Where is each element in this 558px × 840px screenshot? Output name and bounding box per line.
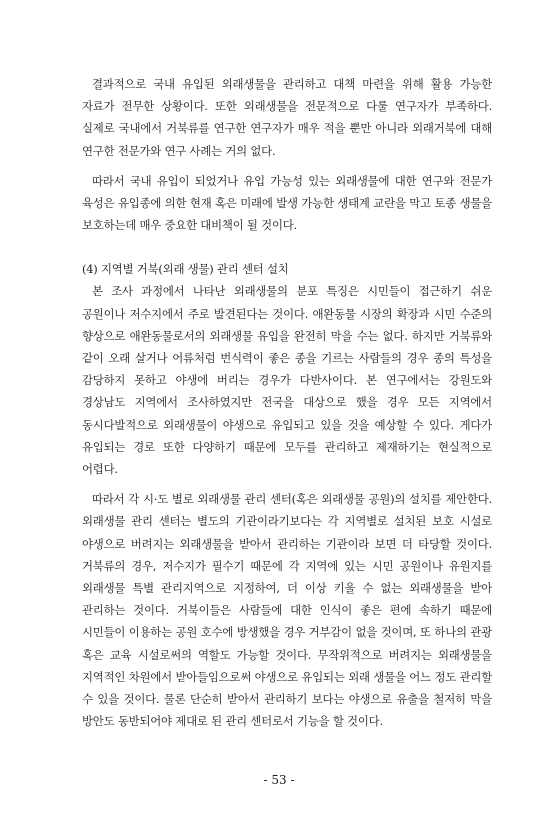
paragraph-center-proposal: 따라서 각 시·도 별로 외래생물 관리 센터(혹은 외래생물 공원)의 설치를 제안한다. 외래생물 관리 센터는 별도의 기관이라기보다는 각 지역별로 설치된 보호 시설로 야생으로 버려지는 외래생물을 받아서 관리하는 기관이라 보면 더 타당할 것이다. 거북류의 경우, 저수지가 필수기 때문에 각 지역에 있는 시민 공원이나 유원지를 외래생물 특별 관리지역으로 지정하여, 더 이상 키울 수 없는 외래생물을 받아 관리하는 것이다. 거북이들은 사람들에 대한 인식이 좋은 편에 속하기 때문에 시민들이 이용하는 공원 호수에 방생했을 경우 거부감이 없을 것이며, 또 하나의 관광 혹은 교육 시설로써의 역할도 가능할 것이다. 무작위적으로 버려지는 외래생물을 지역적인 차원에서 받아들임으로써 야생으로 유입되는 외래 생물을 어느 정도 관리할 수 있을 것이다. 물론 단순히 받아서 관리하기 보다는 야생으로 유출을 철저히 막을 방안도 동반되어야 제대로 된 관리 센터로서 기능을 할 것이다.	[82, 492, 492, 729]
section-heading: (4) 지역별 거북(외래 생물) 관리 센터 설치	[82, 262, 289, 277]
page-body	[82, 73, 492, 732]
page-number: - 53 -	[263, 773, 295, 787]
paragraph-distribution-findings: 본 조사 과정에서 나타난 외래생물의 분포 특징은 시민들이 접근하기 쉬운 공원이나 저수지에서 주로 발견된다는 것이다. 애완동물 시장의 확장과 시민 수준의 향상으로 애완동물로서의 외래생물 유입을 완전히 막을 수는 없다. 하지만 거북류와 같이 오래 살거나 어류처럼 번식력이 좋은 종을 기르는 사람들의 경우 종의 특성을 감당하지 못하고 야생에 버리는 경우가 다반사이다. 본 연구에서는 강원도와 경상남도 지역에서 조사하였지만 전국을 대상으로 했을 경우 모든 지역에서 동시다발적으로 외래생물이 야생으로 유입되고 있을 것을 예상할 수 있다. 게다가 유입되는 경로 또한 다양하기 때문에 모두를 관리하고 제재하기는 현실적으로 어렵다.	[82, 284, 492, 477]
paragraph-research-gap: 결과적으로 국내 유입된 외래생물을 관리하고 대책 마련을 위해 활용 가능한 자료가 전무한 상황이다. 또한 외래생물을 전문적으로 다룰 연구자가 부족하다. 실제로 국내에서 거북류를 연구한 연구자가 매우 적을 뿐만 아니라 외래거북에 대해 연구한 전문가와 연구 사례는 거의 없다.	[82, 77, 492, 158]
paragraph-expert-training: 따라서 국내 유입이 되었거나 유입 가능성 있는 외래생물에 대한 연구와 전문가 육성은 유입종에 의한 현재 혹은 미래에 발생 가능한 생태계 교란을 막고 토종 생물을 보호하는데 매우 중요한 대비책이 될 것이다.	[82, 173, 492, 233]
